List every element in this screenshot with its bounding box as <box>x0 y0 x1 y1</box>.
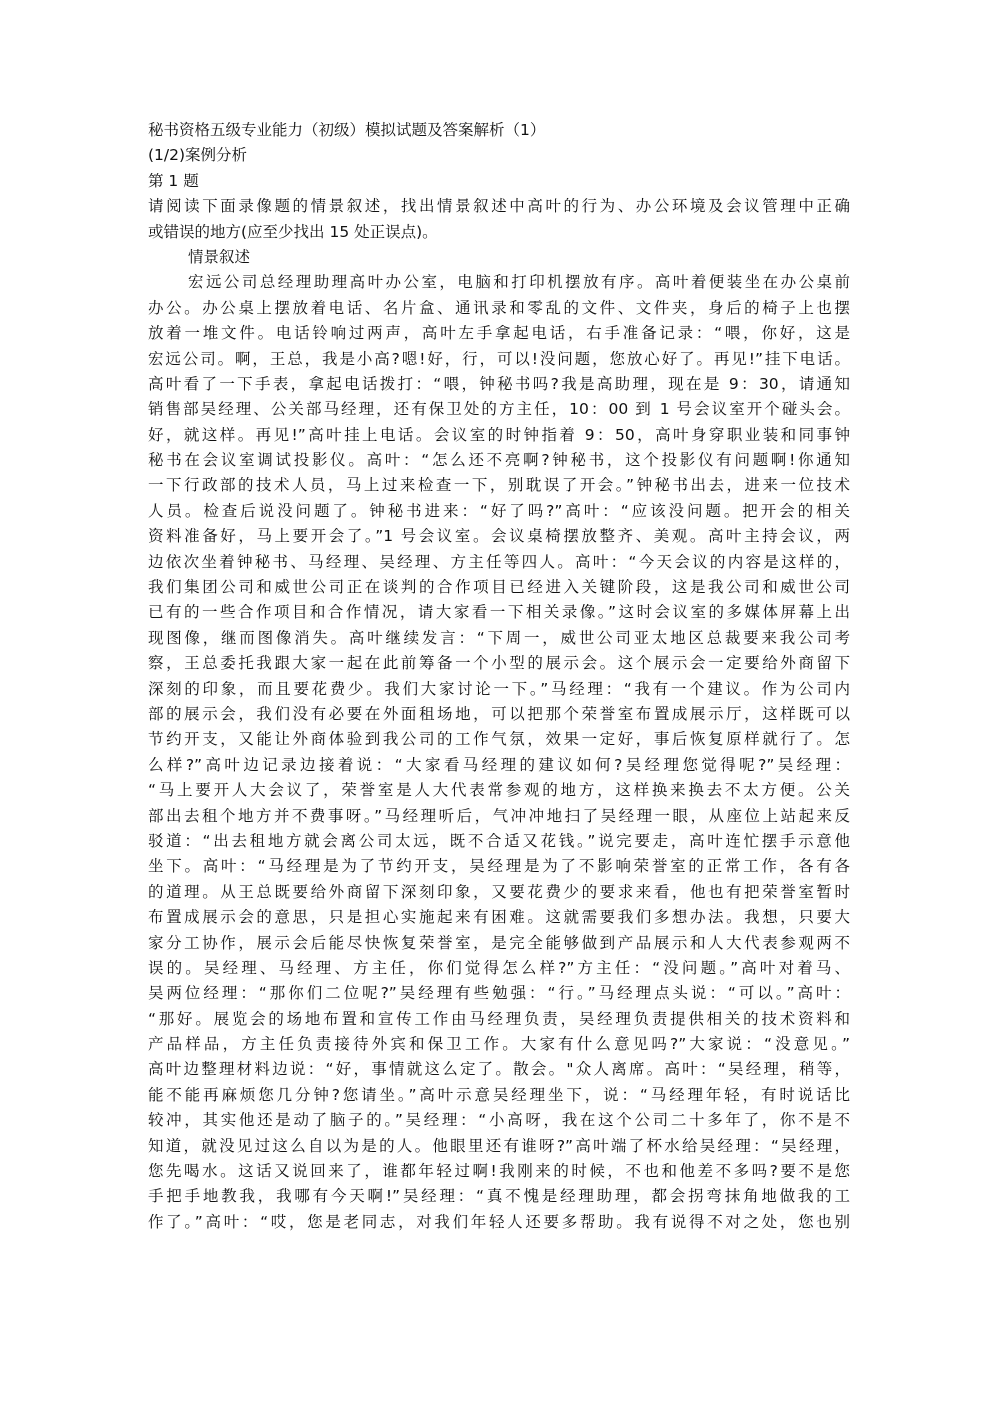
narrative-line: 产品样品，方主任负责接待外宾和保卫工作。大家有什么意见吗?”大家说：“没意见。” <box>148 1035 850 1054</box>
instruction-line: 或错误的地方(应至少找出 15 处正误点)。 <box>148 222 438 241</box>
narrative-line: 高叶看了一下手表，拿起电话拨打：“喂，钟秘书吗?我是高助理，现在是 9：30，请通知 <box>148 374 850 393</box>
narrative-line: 部的展示会，我们没有必要在外面租场地，可以把那个荣誉室布置成展示厅，这样既可以 <box>148 704 850 723</box>
narrative-line: 办公。办公桌上摆放着电话、名片盒、通讯录和零乱的文件、文件夹，身后的椅子上也摆 <box>148 298 850 317</box>
narrative-line: 察，王总委托我跟大家一起在此前筹备一个小型的展示会。这个展示会一定要给外商留下 <box>148 654 850 673</box>
narrative-line: 一下行政部的技术人员，马上过来检查一下，别耽误了开会。”钟秘书出去，进来一位技术 <box>148 476 850 495</box>
narrative-line: 作了。”高叶：“哎，您是老同志，对我们年轻人还要多帮助。我有说得不对之处，您也别 <box>148 1212 850 1231</box>
narrative-line: 人员。检查后说没问题了。钟秘书进来：“好了吗?”高叶：“应该没问题。把开会的相关 <box>148 501 850 520</box>
narrative-line: 坐下。高叶：“马经理是为了节约开支，吴经理是为了不影响荣誉室的正常工作，各有各 <box>148 857 850 876</box>
narrative-line: 深刻的印象，而且要花费少。我们大家讨论一下。”马经理：“我有一个建议。作为公司内 <box>148 679 850 698</box>
scene-heading: 情景叙述 <box>188 247 251 266</box>
narrative-line: 较冲，其实他还是动了脑子的。”吴经理：“小高呀，我在这个公司二十多年了，你不是不 <box>148 1111 850 1130</box>
narrative-line: 节约开支，又能让外商体验到我公司的工作气氛，效果一定好，事后恢复原样就行了。怎 <box>148 730 850 749</box>
narrative-line: 边依次坐着钟秘书、马经理、吴经理、方主任等四人。高叶：“今天会议的内容是这样的， <box>148 552 850 571</box>
narrative-line: 知道，就没见过这么自以为是的人。他眼里还有谁呀?”高叶端了杯水给吴经理：“吴经理， <box>148 1136 850 1155</box>
narrative-line: 驳道：“出去租地方就会离公司太远，既不合适又花钱。”说完要走，高叶连忙摆手示意他 <box>148 831 850 850</box>
narrative-line: 您先喝水。这话又说回来了，谁都年轻过啊!我刚来的时候，不也和他差不多吗?要不是您 <box>148 1162 850 1181</box>
narrative-line: 销售部吴经理、公关部马经理，还有保卫处的方主任，10：00 到 1 号会议室开个碰头会。 <box>148 400 850 419</box>
narrative-line: 家分工协作，展示会后能尽快恢复荣誉室，是完全能够做到产品展示和人大代表参观两不 <box>148 933 850 952</box>
narrative-line: 好，就这样。再见!”高叶挂上电话。会议室的时钟指着 9：50，高叶身穿职业装和同事钟 <box>148 425 850 444</box>
document-page <box>148 118 850 1235</box>
narrative-line: 能不能再麻烦您几分钟?您请坐。”高叶示意吴经理坐下，说：“马经理年轻，有时说话比 <box>148 1085 850 1104</box>
narrative-line: 秘书在会议室调试投影仪。高叶：“怎么还不亮啊?钟秘书，这个投影仪有问题啊!你通知 <box>148 451 850 470</box>
scene-narrative <box>148 270 850 1235</box>
narrative-line: 我们集团公司和威世公司正在谈判的合作项目已经进入关键阶段，这是我公司和威世公司 <box>148 578 850 597</box>
narrative-line: 已有的一些合作项目和合作情况，请大家看一下相关录像。”这时会议室的多媒体屏幕上出 <box>148 603 850 622</box>
instruction-line: 请阅读下面录像题的情景叙述，找出情景叙述中高叶的行为、办公环境及会议管理中正确 <box>148 197 850 216</box>
narrative-line: 宏远公司总经理助理高叶办公室，电脑和打印机摆放有序。高叶着便装坐在办公桌前 <box>188 273 850 292</box>
narrative-line: 手把手地教我，我哪有今天啊!”吴经理：“真不愧是经理助理，都会拐弯抹角地做我的工 <box>148 1187 850 1206</box>
document-title: 秘书资格五级专业能力（初级）模拟试题及答案解析（1） <box>148 121 546 139</box>
narrative-line: 放着一堆文件。电话铃响过两声，高叶左手拿起电话，右手准备记录：“喂，你好，这是 <box>148 324 850 343</box>
narrative-line: 部出去租个地方并不费事呀。”马经理听后，气冲冲地扫了吴经理一眼，从座位上站起来反 <box>148 806 850 825</box>
narrative-line: 资料准备好，马上要开会了。”1 号会议室。会议桌椅摆放整齐、美观。高叶主持会议，两 <box>148 527 850 546</box>
section-heading: (1/2)案例分析 <box>148 146 248 165</box>
narrative-line: 的道理。从王总既要给外商留下深刻印象，又要花费少的要求来看，他也有把荣誉室暂时 <box>148 882 850 901</box>
narrative-line: 布置成展示会的意思，只是担心实施起来有困难。这就需要我们多想办法。我想，只要大 <box>148 908 850 927</box>
question-number: 第 1 题 <box>148 171 199 190</box>
narrative-line: 宏远公司。啊，王总，我是小高?嗯!好，行，可以!没问题，您放心好了。再见!”挂下电话。 <box>148 349 850 368</box>
narrative-line: 现图像，继而图像消失。高叶继续发言：“下周一，威世公司亚太地区总裁要来我公司考 <box>148 628 850 647</box>
narrative-line: “那好。展览会的场地布置和宣传工作由马经理负责，吴经理负责提供相关的技术资料和 <box>148 1009 850 1028</box>
instruction-paragraph <box>148 194 850 245</box>
narrative-line: 误的。吴经理、马经理、方主任，你们觉得怎么样?”方主任：“没问题。”高叶对着马、 <box>148 958 850 977</box>
narrative-line: “马上要开人大会议了，荣誉室是人大代表常参观的地方，这样换来换去不太方便。公关 <box>148 781 850 800</box>
narrative-line: 吴两位经理：“那你们二位呢?”吴经理有些勉强：“行。”马经理点头说：“可以。”高叶： <box>148 984 850 1003</box>
narrative-line: 高叶边整理材料边说：“好，事情就这么定了。散会。"众人离席。高叶：“吴经理，稍等， <box>148 1060 850 1079</box>
narrative-line: 么样?”高叶边记录边接着说：“大家看马经理的建议如何?吴经理您觉得呢?”吴经理： <box>148 755 850 774</box>
